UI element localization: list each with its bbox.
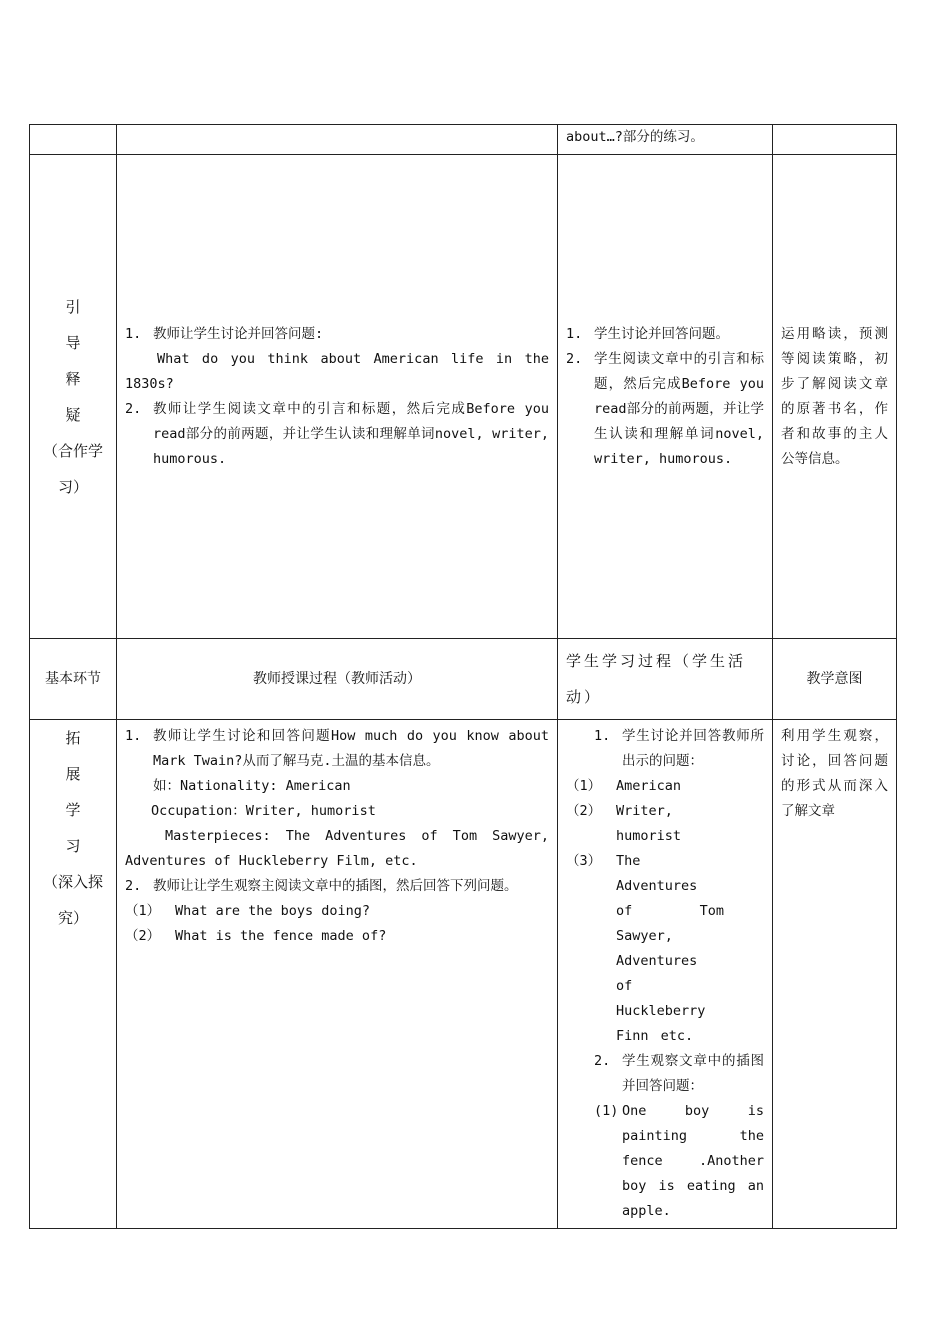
stage-cell [30, 720, 117, 1229]
intent-text: 运用略读，预测等阅读策略，初步了解阅读文章的原著书名，作者和故事的主人公等信息。 [781, 325, 888, 467]
student-activity-cell [558, 155, 773, 639]
list-item: （2） Writer, humorist [566, 803, 682, 844]
intent-cell [773, 155, 897, 639]
student-activity-cell [558, 125, 773, 155]
list-item: （3） The Adventures of Tom Sawyer, Adventures of Huckleberry Finn etc. [566, 853, 724, 1044]
list-item: （1） American [566, 778, 682, 794]
teacher-activity-cell [117, 125, 558, 155]
student-activity-cell [558, 720, 773, 1229]
list-item: 2. 学生观察文章中的插图并回答问题： [594, 1053, 764, 1094]
list-item: （1） What are the boys doing? [125, 903, 371, 919]
stage-label: 拓 展 学 习 （深入探 究） [42, 729, 103, 927]
stage-cell [30, 125, 117, 155]
list-item: (1) One boy is painting the fence .Another boy is eating an apple. [594, 1103, 764, 1219]
list-item: 2. 教师让学生阅读文章中的引言和标题，然后完成Before you read部分的前两题，并让学生认读和理解单词novel, writer, humorous. [125, 400, 549, 467]
column-header-stage: 基本环节 [30, 639, 117, 720]
table-row [30, 125, 897, 155]
lesson-plan-table [29, 124, 897, 1229]
list-item: 1. 教师让学生讨论和回答问题How much do you know about Mark Twain?从而了解马克.土温的基本信息。 [125, 728, 549, 769]
list-item: 2. 教师让让学生观察主阅读文章中的插图，然后回答下列问题。 [125, 878, 518, 894]
column-header-intent: 教学意图 [773, 639, 897, 720]
intent-cell [773, 125, 897, 155]
stage-cell [30, 155, 117, 639]
table-header-row [30, 639, 897, 720]
list-item: 1. 教师让学生讨论并回答问题: [125, 325, 324, 342]
intent-text: 利用学生观察，讨论，回答问题的形式从而深入了解文章 [781, 728, 888, 819]
list-item: 1. 学生讨论并回答问题。 [566, 325, 729, 342]
list-item: （2） What is the fence made of? [125, 928, 387, 944]
student-activity-text: about…?部分的练习。 [566, 129, 704, 145]
column-header-student: 学生学习过程（学生活 动） [558, 639, 773, 720]
column-header-teacher: 教师授课过程（教师活动） [117, 639, 558, 720]
stage-label: 引 导 释 疑 （合作学 习） [42, 297, 103, 496]
table-row [30, 720, 897, 1229]
table-row [30, 155, 897, 639]
list-item: 2. 学生阅读文章中的引言和标题，然后完成Before you read部分的前两题，并让学生认读和理解单词novel, writer, humorous. [566, 350, 764, 467]
teacher-activity-cell: 1. 教师让学生讨论和回答问题How much do you know about Mark Twain?从而了解马克.土温的基本信息。 如：Nationality: American Occupation：Writer, humorist Masterpieces: The Adventures of Tom Sawyer, Adventures of Huckleberry Film, etc. 2. 教师让让学生观察主阅读文章中的插图，然后回答下列问题。 （1） What are the boys doing? （2） What is the fence made of? [117, 720, 558, 1229]
intent-cell [773, 720, 897, 1229]
list-item: 1. 学生讨论并回答教师所出示的问题： [594, 728, 764, 769]
teacher-activity-cell: 1. 教师让学生讨论并回答问题: What do you think about American life in the 1830s? 2. 教师让学生阅读文章中的引言和标题，然后完成Before you read部分的前两题，并让学生认读和理解单词novel, writer, humorous. [117, 155, 558, 639]
